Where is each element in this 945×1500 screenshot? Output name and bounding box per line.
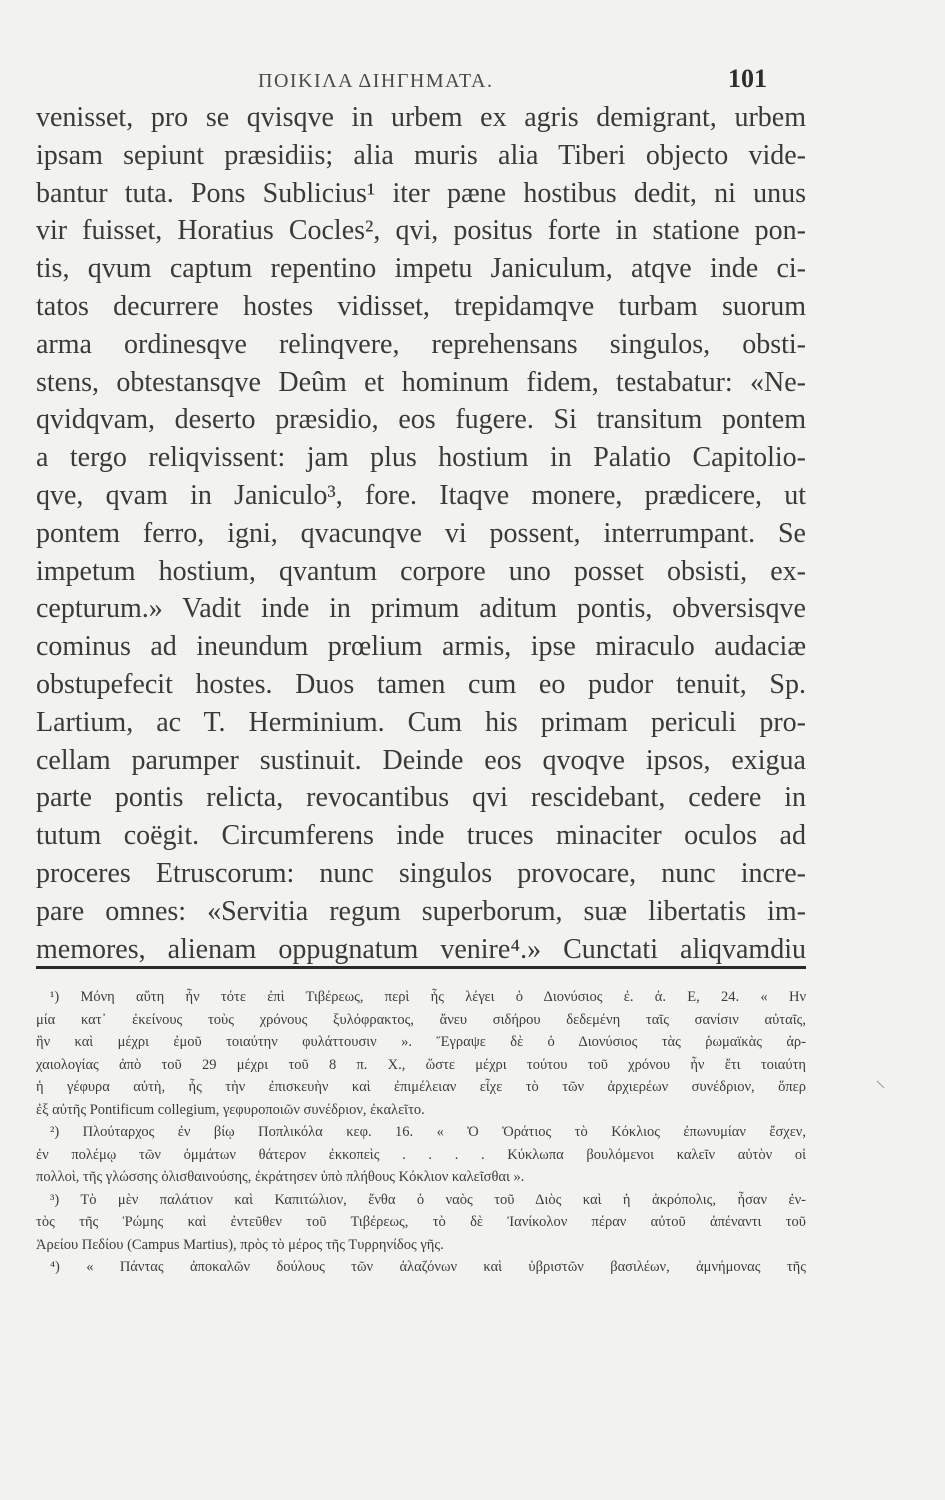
text-line: parte pontis relicta, revocantibus qvi rescidebant, cedere in	[36, 782, 806, 814]
footnote-line: ³) Τὸ μὲν παλάτιον καὶ Καπιτώλιον, ἔνθα ὁ ναὸς τοῦ Διὸς καὶ ἡ ἀκρόπολις, ἦσαν ἐν-	[50, 1191, 806, 1208]
footnote-line: ⁴) « Πάντας ἀποκαλῶν δούλους τῶν ἀλαζόνων καὶ ὑβριστῶν βασιλέων, ἀμνήμονας τῆς	[50, 1259, 806, 1275]
text-line: ipsam sepiunt præsidiis; alia muris alia Tiberi objecto vide-	[36, 139, 806, 171]
footnote-rule	[36, 966, 806, 969]
body-text	[36, 99, 806, 968]
footnote-line: ἣν καὶ μέχρι ἐμοῦ τοιαύτην φυλάττουσιν ». Ἔγραψε δὲ ὁ Διονύσιος τὰς ῥωμαϊκὰς ἀρ-	[36, 1034, 806, 1050]
text-line: bantur tuta. Pons Sublicius¹ iter pæne hostibus dedit, ni unus	[36, 177, 806, 209]
text-line: pare omnes: «Servitia regum superborum, suæ libertatis im-	[36, 895, 806, 927]
text-line: tatos decurrere hostes vidisset, trepidamqve turbam suorum	[36, 290, 806, 322]
footnote-line: ἡ γέφυρα αὐτὴ, ἧς τὴν ἐπισκευὴν καὶ ἐπιμέλειαν εἶχε τὸ τῶν ἀρχιερέων συνέδριον, ὅπερ	[36, 1079, 806, 1095]
text-line: impetum hostium, qvantum corpore uno posset obsisti, ex-	[36, 555, 806, 587]
text-line: tis, qvum captum repentino impetu Janiculum, atqve inde ci-	[36, 253, 806, 285]
text-line: Lartium, ac T. Herminium. Cum his primam periculi pro-	[36, 706, 806, 738]
text-line: stens, obtestansqve Deûm et hominum fidem, testabatur: «Ne-	[36, 366, 806, 398]
running-title: ΠΟΙΚΙΛΑ ΔΙΗΓΗΜΑΤΑ.	[258, 70, 494, 92]
footnote-line: ἐξ αὐτῆς Pontificum collegium, γεφυροποιῶν συνέδριον, ἐκαλεῖτο.	[36, 1101, 425, 1118]
footnote-line: τὸς τῆς Ῥώμης καὶ ἐντεῦθεν τοῦ Τιβέρεως, τὸ δὲ Ἰανίκολον πέραν αὐτοῦ ἀπέναντι τοῦ	[36, 1214, 806, 1230]
text-line: proceres Etruscorum: nunc singulos provocare, nunc incre-	[36, 857, 806, 889]
text-line: a tergo reliqvissent: jam plus hostium in Palatio Capitolio-	[36, 442, 806, 474]
text-line: cellam parumper sustinuit. Deinde eos qvoqve ipsos, exigua	[36, 744, 806, 776]
footnote-line: ²) Πλούταρχος ἐν βίῳ Ποπλικόλα κεφ. 16. « Ὁ Ὁράτιος τὸ Κόκλιος ἐπωνυμίαν ἔσχεν,	[50, 1124, 806, 1140]
footnote-line: πολλοὶ, τῆς γλώσσης ὀλισθαινούσης, ἐκράτησεν ὑπὸ πλήθους Κόκλιον καλεῖσθαι ».	[36, 1169, 525, 1185]
footnote-line: μία κατ᾽ ἐκείνους τοὺς χρόνους ξυλόφρακτος, ἄνευ σιδήρου δεδεμένη ταῖς σανίσιν αὐταῖς,	[36, 1011, 806, 1028]
footnote-line: Ἀρείου Πεδίου (Campus Martius), πρὸς τὸ μέρος τῆς Τυρρηνίδος γῆς.	[36, 1236, 444, 1253]
page-number: 101	[728, 64, 767, 93]
text-line: vir fuisset, Horatius Cocles², qvi, positus forte in statione pon-	[36, 215, 806, 247]
text-line: qvidqvam, deserto præsidio, eos fugere. Si transitum pontem	[36, 404, 806, 436]
text-line: tutum coëgit. Circumferens inde truces minaciter oculos ad	[36, 820, 806, 852]
text-line: arma ordinesqve relinqvere, reprehensans singulos, obsti-	[36, 328, 806, 360]
running-head	[0, 64, 945, 100]
footnote-line: ¹) Μόνη αὕτη ἦν τότε ἐπὶ Τιβέρεως, περὶ ἧς λέγει ὁ Διονύσιος ἐ. ἀ. Ε, 24. « Ην	[50, 989, 806, 1005]
text-line: obstupefecit hostes. Duos tamen cum eo pudor tenuit, Sp.	[36, 668, 806, 700]
text-line: qve, qvam in Janiculo³, fore. Itaqve monere, prædicere, ut	[36, 479, 806, 511]
footnote-line: ἐν πολέμῳ τῶν ὀμμάτων θάτερον ἐκκοπεὶς . . . . Κύκλωπα βουλόμενοι καλεῖν αὐτὸν οἱ	[36, 1146, 806, 1163]
text-line: pontem ferro, igni, qvacunqve vi possent, interrumpant. Se	[36, 517, 806, 549]
footnote-line: χαιολογίας ἀπὸ τοῦ 29 μέχρι τοῦ 8 π. Χ., ὥστε μέχρι τούτου τοῦ χρόνου ἦν ἔτι τοιαύτη	[36, 1056, 806, 1073]
text-line: cepturum.» Vadit inde in primum aditum pontis, obversisqve	[36, 593, 806, 625]
text-line: memores, alienam oppugnatum venire⁴.» Cunctati aliqvamdiu	[36, 933, 806, 965]
margin-stray-mark	[876, 1080, 886, 1090]
text-line: cominus ad ineundum prœlium armis, ipse miraculo audaciæ	[36, 631, 806, 663]
text-line: venisset, pro se qvisqve in urbem ex agris demigrant, urbem	[36, 102, 806, 133]
footnotes	[36, 986, 806, 1279]
